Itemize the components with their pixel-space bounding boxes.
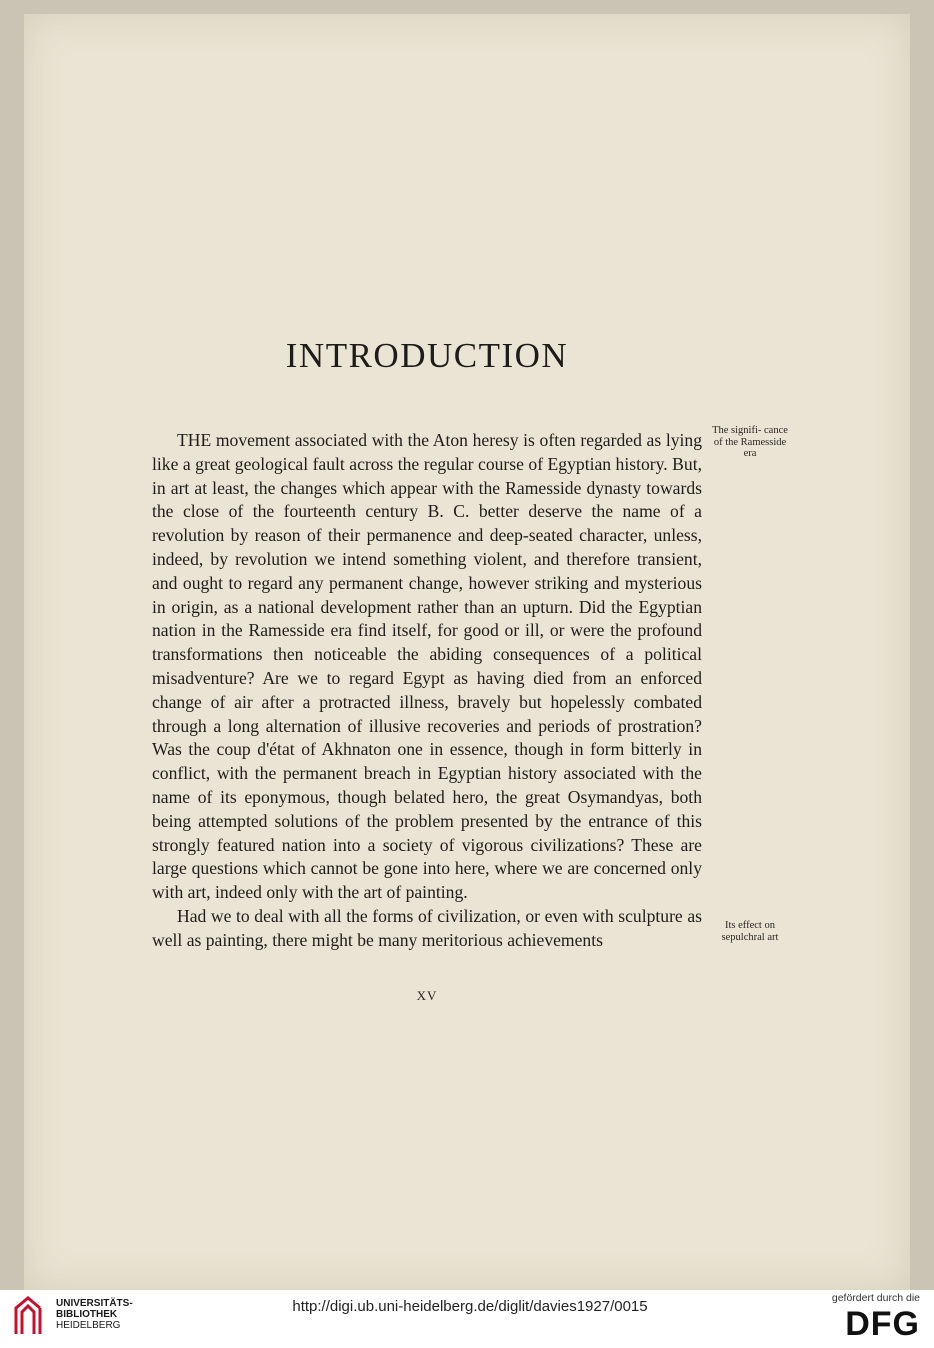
dfg-logo: DFG <box>845 1305 920 1343</box>
library-name-line3: HEIDELBERG <box>56 1320 121 1331</box>
university-library-logo-icon <box>10 1294 52 1340</box>
chapter-title: INTRODUCTION <box>285 336 569 375</box>
margin-note-sepulchral: Its effect on sepulchral art <box>721 920 779 943</box>
body-text <box>152 429 702 953</box>
paragraph-2: Had we to deal with all the forms of civilization, or even with sculpture as well as painting, there might be many meritorious achievements <box>152 905 702 950</box>
footer-bar <box>0 1290 934 1348</box>
margin-note-ramesside: The signifi- cance of the Ramesside era <box>712 425 788 459</box>
library-name <box>56 1298 133 1331</box>
paragraph-1: THE movement associated with the Aton heresy is often regarded as lying like a great geological fault across the regular course of Egyptian history. But, in art at least, the changes which appear with the Ramesside dynasty towards the close of the fourteenth century B. C. better deserve the name of a revolution by reason of their permanence and deep-seated character, unless, indeed, by revolution we intend something violent, and therefore transient, and ought to regard any permanent change, however striking and mysterious in origin, as a national development rather than an upturn. Did the Egyptian nation in the Ramesside era find itself, for good or ill, or were the profound transformations then noticeable the abiding consequences of a political misadventure? Are we to regard Egypt as having died from an enforced change of air after a protracted illness, bravely but hopelessly combated through a long alternation of illusive recoveries and periods of prostration? Was the coup d'état of Akhnaton one in essence, though in form bitterly in conflict, with the permanent breach in Egyptian history associated with the name of its eponymous, though belated hero, the great Osymandyas, both being attempted solutions of the problem presented by the entrance of this strongly featured nation into a society of vigorous civilizations? These are large questions which cannot be gone into here, where we are concerned only with art, indeed only with the art of painting. <box>152 430 702 903</box>
funder-caption: gefördert durch die <box>831 1292 920 1304</box>
book-page <box>24 14 910 1290</box>
source-url-link[interactable]: http://digi.ub.uni-heidelberg.de/diglit/davies1927/0015 <box>292 1298 648 1315</box>
library-name-line2: BIBLIOTHEK <box>56 1309 118 1320</box>
page-number: XV <box>416 988 438 1003</box>
library-name-line1: UNIVERSITÄTS- <box>56 1298 133 1309</box>
